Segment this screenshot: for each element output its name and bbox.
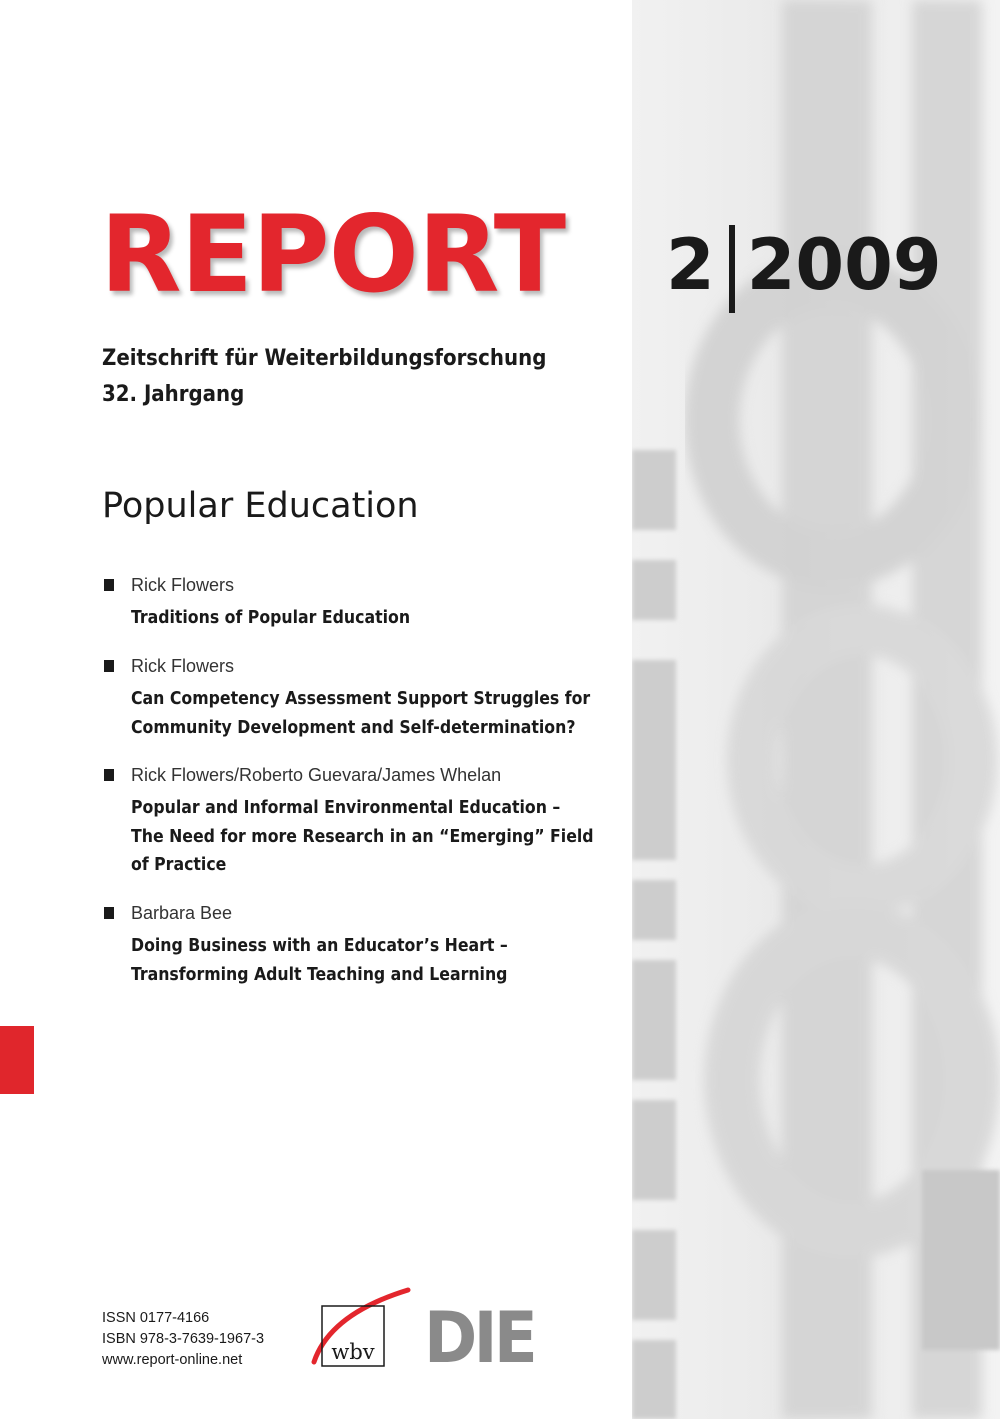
article-item: [104, 762, 604, 900]
article-author: Rick Flowers: [131, 575, 235, 595]
red-edge-tab: [0, 1026, 34, 1094]
bullet-icon: [104, 907, 114, 919]
bullet-icon: [104, 769, 114, 781]
article-title: [131, 685, 604, 742]
article-title-line: Transforming Adult Teaching and Learning: [131, 964, 508, 985]
article-title-line: Can Competency Assessment Support Struggles for: [131, 689, 591, 709]
wbv-logo: [300, 1284, 412, 1370]
die-logo: [424, 1302, 536, 1368]
article-title-line: Traditions of Popular Education: [131, 608, 411, 628]
decorative-side-band: [632, 0, 1000, 1419]
article-item: [104, 900, 604, 990]
article-item: [104, 572, 604, 653]
article-title: [131, 794, 604, 880]
website-link[interactable]: www.report-online.net: [102, 1352, 243, 1368]
svg-text:DIE: DIE: [424, 1302, 534, 1368]
article-title-line: Community Development and Self-determination?: [131, 717, 576, 738]
article-title-line: Popular and Informal Environmental Education –: [131, 798, 561, 818]
issue-separator: [729, 225, 735, 313]
watermark-graphic: [632, 0, 1000, 1419]
bullet-icon: [104, 579, 114, 591]
issue-number-value: 2: [666, 224, 715, 306]
issue-year: 2009: [746, 224, 942, 306]
issue-theme: Popular Education: [102, 486, 419, 526]
article-author: Barbara Bee: [131, 903, 233, 923]
article-author: Rick Flowers: [131, 656, 235, 676]
journal-subtitle: [102, 341, 546, 413]
article-item: [104, 653, 604, 762]
journal-title: REPORT: [100, 193, 565, 316]
article-title: [131, 604, 604, 633]
issue-number: [666, 221, 942, 309]
article-list: [104, 572, 604, 990]
publication-info: [102, 1308, 264, 1371]
article-title-line: The Need for more Research in an “Emerging” Field: [131, 826, 594, 847]
volume-line: 32. Jahrgang: [102, 382, 245, 407]
bullet-icon: [104, 660, 114, 672]
issn: ISSN 0177-4166: [102, 1310, 210, 1326]
isbn: ISBN 978-3-7639-1967-3: [102, 1331, 265, 1347]
subtitle-line: Zeitschrift für Weiterbildungsforschung: [102, 346, 547, 371]
article-author: Rick Flowers/Roberto Guevara/James Whelan: [131, 765, 502, 785]
article-title: [131, 932, 604, 989]
svg-text:wbv: wbv: [331, 1340, 375, 1364]
article-title-line: of Practice: [131, 855, 227, 875]
article-title-line: Doing Business with an Educator’s Heart –: [131, 936, 508, 956]
